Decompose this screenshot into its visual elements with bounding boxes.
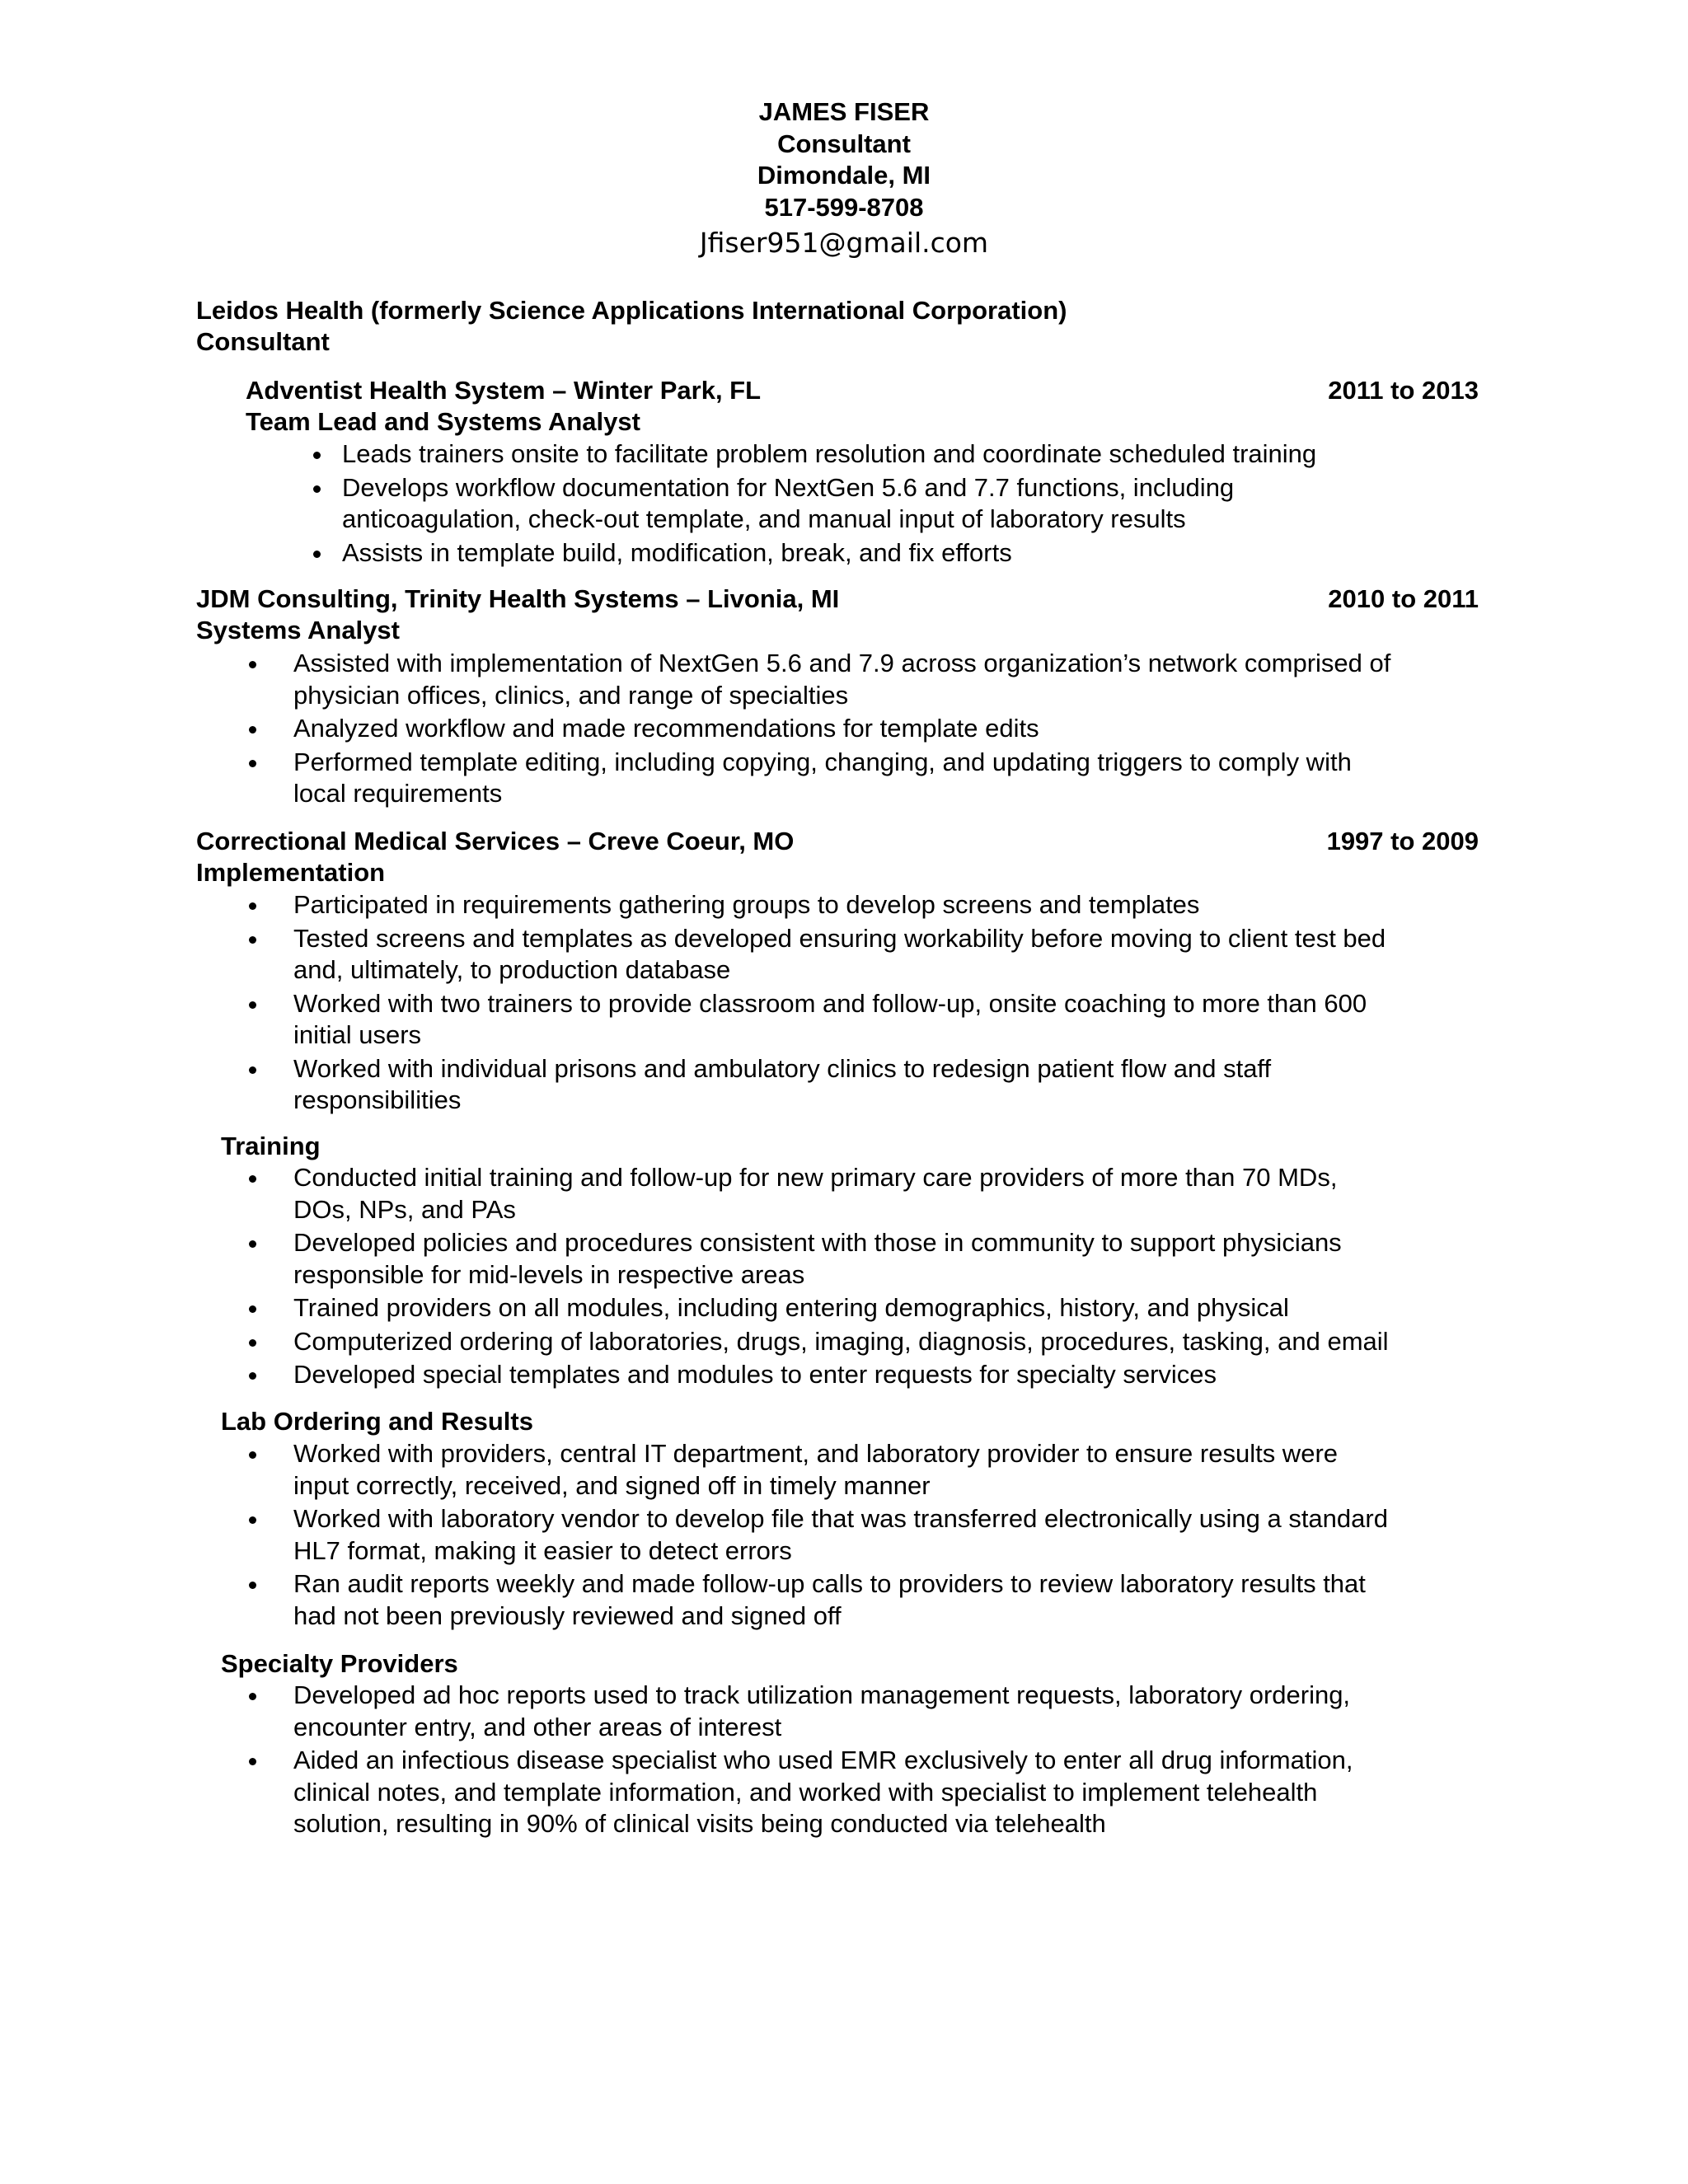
bullet-item <box>293 1326 1389 1358</box>
candidate-phone: 517-599-8708 <box>764 192 924 222</box>
bullet-text-line: Developed policies and procedures consistent with those in community to support physicians <box>293 1228 1342 1257</box>
bullet-text-line: Worked with laboratory vendor to develop file that was transferred electronically using a standard <box>293 1504 1388 1533</box>
bullet-item <box>293 1053 1386 1117</box>
bullet-item <box>293 1162 1389 1226</box>
role-jdm: Systems Analyst <box>196 616 400 644</box>
bullet-item <box>293 1745 1353 1840</box>
bullet-text-line: and, ultimately, to production database <box>293 955 731 984</box>
bullet-text-line: HL7 format, making it easier to detect errors <box>293 1535 792 1565</box>
bullet-text-line: Worked with two trainers to provide classroom and follow-up, onsite coaching to more than 600 <box>293 988 1367 1018</box>
bullet-text-line: Computerized ordering of laboratories, drugs, imaging, diagnosis, procedures, tasking, and email <box>293 1326 1389 1356</box>
bullet-text-line: Aided an infectious disease specialist who used EMR exclusively to enter all drug information, <box>293 1746 1353 1774</box>
dates-jdm: 2010 to 2011 <box>1328 584 1479 613</box>
bullet-text-line: had not been previously reviewed and signed off <box>293 1601 842 1630</box>
company-jdm: JDM Consulting, Trinity Health Systems – Livonia, MI <box>196 584 840 613</box>
bullet-item <box>293 923 1386 987</box>
bullet-text-line: initial users <box>293 1020 422 1049</box>
bullet-text-line: Developed special templates and modules to enter requests for specialty services <box>293 1360 1217 1389</box>
bullet-text-line: Performed template editing, including copying, changing, and updating triggers to comply with <box>293 747 1352 776</box>
bullet-icon <box>249 1582 256 1589</box>
bullet-text-line: input correctly, received, and signed off in timely manner <box>293 1470 931 1500</box>
bullet-icon <box>249 1175 256 1183</box>
bullet-text-line: Leads trainers onsite to facilitate problem resolution and coordinate scheduled training <box>342 439 1317 468</box>
bullet-icon <box>249 1240 256 1248</box>
bullet-icon <box>249 1339 256 1347</box>
bullet-item <box>293 747 1390 810</box>
dates-cms: 1997 to 2009 <box>1326 827 1479 855</box>
company-cms: Correctional Medical Services – Creve Coeur, MO <box>196 827 795 855</box>
client-adventist: Adventist Health System – Winter Park, FL <box>246 376 762 405</box>
bullet-text-line: Ran audit reports weekly and made follow-up calls to providers to review laboratory results that <box>293 1569 1366 1598</box>
bullet-item <box>342 472 1316 536</box>
lab-bullet-list <box>293 1438 1388 1632</box>
candidate-title: Consultant <box>777 129 911 158</box>
bullet-text-line: physician offices, clinics, and range of specialties <box>293 680 849 710</box>
bullet-item <box>293 1227 1389 1291</box>
bullet-item <box>293 713 1390 745</box>
bullet-text-line: Analyzed workflow and made recommendations for template edits <box>293 714 1039 743</box>
bullet-text-line: responsibilities <box>293 1085 462 1114</box>
bullet-icon <box>313 485 321 493</box>
bullet-text-line: Tested screens and templates as developed ensuring workability before moving to client test bed <box>293 923 1386 953</box>
bullet-icon <box>249 936 256 944</box>
bullet-item <box>293 1359 1389 1391</box>
bullet-icon <box>249 1372 256 1380</box>
bullet-text-line: Develops workflow documentation for NextGen 5.6 and 7.7 functions, including <box>342 472 1235 502</box>
bullet-icon <box>249 902 256 910</box>
company-leidos: Leidos Health (formerly Science Applications International Corporation) <box>196 296 1067 325</box>
specialty-heading: Specialty Providers <box>221 1649 458 1678</box>
bullet-item <box>293 648 1390 711</box>
bullet-icon <box>249 1693 256 1700</box>
bullet-item <box>293 1292 1389 1324</box>
bullet-item <box>342 537 1316 569</box>
bullet-text-line: clinical notes, and template information, and worked with specialist to implement telehealth <box>293 1777 1318 1807</box>
bullet-text-line: anticoagulation, check-out template, and manual input of laboratory results <box>342 504 1186 533</box>
role-adventist: Team Lead and Systems Analyst <box>246 407 640 436</box>
bullet-icon <box>249 1066 256 1074</box>
bullet-text-line: responsible for mid-levels in respective areas <box>293 1259 805 1289</box>
bullet-icon <box>249 1758 256 1765</box>
bullet-text-line: local requirements <box>293 779 503 808</box>
bullet-item <box>293 988 1386 1052</box>
bullet-item <box>293 1438 1388 1502</box>
bullet-text-line: DOs, NPs, and PAs <box>293 1194 516 1224</box>
bullet-text-line: encounter entry, and other areas of interest <box>293 1712 782 1741</box>
bullet-text-line: Trained providers on all modules, including entering demographics, history, and physical <box>293 1293 1289 1322</box>
bullet-icon <box>249 726 256 733</box>
bullet-text-line: solution, resulting in 90% of clinical visits being conducted via telehealth <box>293 1809 1106 1838</box>
role-leidos: Consultant <box>196 327 330 356</box>
bullet-icon <box>249 760 256 767</box>
candidate-location: Dimondale, MI <box>757 161 931 190</box>
bullet-text-line: Conducted initial training and follow-up for new primary care providers of more than 70 MDs, <box>293 1163 1338 1192</box>
candidate-name: JAMES FISER <box>758 97 930 126</box>
bullet-text-line: Worked with individual prisons and ambulatory clinics to redesign patient flow and staff <box>293 1053 1272 1083</box>
bullet-icon <box>249 1001 256 1009</box>
cms-bullet-list <box>293 889 1386 1117</box>
leidos-bullet-list <box>342 438 1316 569</box>
bullet-icon <box>313 452 321 459</box>
bullet-item <box>342 438 1316 471</box>
bullet-icon <box>249 1451 256 1459</box>
bullet-icon <box>249 661 256 668</box>
bullet-item <box>293 889 1386 921</box>
bullet-text-line: Participated in requirements gathering groups to develop screens and templates <box>293 890 1200 919</box>
bullet-item <box>293 1680 1353 1743</box>
bullet-item <box>293 1568 1388 1632</box>
bullet-text-line: Worked with providers, central IT department, and laboratory provider to ensure results were <box>293 1439 1339 1468</box>
specialty-bullet-list <box>293 1680 1353 1840</box>
training-bullet-list <box>293 1162 1389 1391</box>
resume-header <box>0 96 1688 260</box>
role-cms: Implementation <box>196 858 386 887</box>
lab-heading: Lab Ordering and Results <box>221 1407 533 1436</box>
bullet-text-line: Assists in template build, modification, break, and fix efforts <box>342 537 1012 567</box>
training-heading: Training <box>221 1132 321 1160</box>
bullet-text-line: Assisted with implementation of NextGen 5.6 and 7.9 across organization’s network comprised of <box>293 649 1391 677</box>
bullet-icon <box>313 551 321 558</box>
bullet-item <box>293 1503 1388 1567</box>
jdm-bullet-list <box>293 648 1390 810</box>
bullet-icon <box>249 1516 256 1524</box>
candidate-email: Jfiser951@gmail.com <box>699 227 989 259</box>
bullet-icon <box>249 1305 256 1313</box>
dates-adventist: 2011 to 2013 <box>1328 376 1479 405</box>
bullet-text-line: Developed ad hoc reports used to track utilization management requests, laboratory ordering, <box>293 1680 1351 1709</box>
